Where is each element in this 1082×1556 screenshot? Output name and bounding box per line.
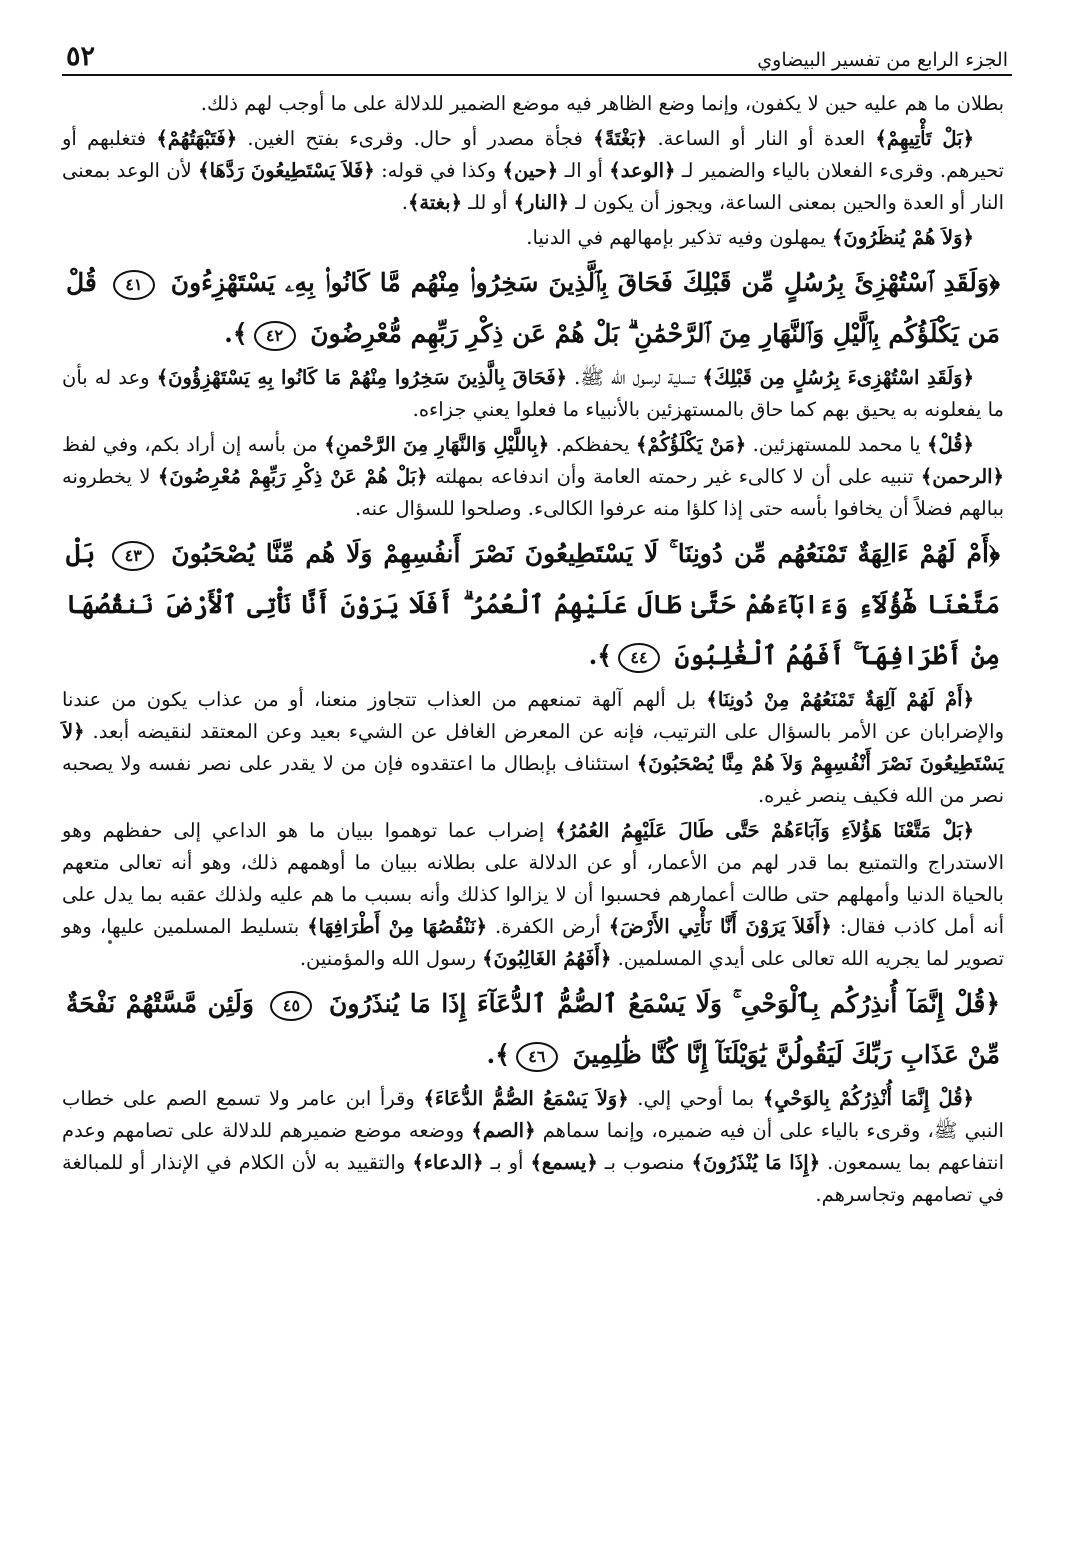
commentary-text: يحفظكم. <box>549 433 636 456</box>
commentary-text: ووضعه موضع ضميرهم للدلالة على تصامهم وعدم انتفاعهم بما يسمعون. <box>62 1119 1004 1174</box>
ayah-number-marker: ٤٢ <box>254 321 296 351</box>
quoted-quran-phrase: ﴿الرحمن﴾ <box>920 465 1004 488</box>
quoted-quran-phrase: ﴿إِذَا مَا يُنْذَرُونَ﴾ <box>691 1151 821 1174</box>
quoted-quran-phrase: ﴿نَنْقُصُهَا مِنْ أَطْرَافِهَا﴾ <box>307 915 487 938</box>
commentary-text: ﴾. <box>588 641 612 670</box>
quoted-quran-phrase: ﴿بَلْ هُمْ عَنْ ذِكْرِ رَبِّهِمْ مُعْرِضُونَ﴾ <box>157 465 428 488</box>
page-header <box>62 30 1012 76</box>
quoted-quran-phrase: ﴿فَلاَ يَسْتَطِيعُونَ رَدَّهَا﴾ <box>198 159 375 182</box>
commentary-text: بَلْ مَتَّعْنَا هَٰٓؤُلَآءِ وَءَابَآءَهُمْ حَتَّىٰ طَالَ عَلَيْهِمُ ٱلْعُمُرُ ۗ أَفَلَا يَرَوْنَ أَنَّا نَأْتِى ٱلْأَرْضَ نَنقُصُهَا مِنْ أَطْرَافِهَآ ۚ أَفَهُمُ ٱلْغَٰلِبُونَ <box>66 539 1000 670</box>
quoted-quran-phrase: ﴿بَلْ تَأْتِيهِمْ﴾ <box>875 127 974 150</box>
quoted-quran-phrase: ﴿فَحَاقَ بِالَّذِينَ سَخِرُوا مِنْهُمْ مَا كَانُوا بِهِ يَسْتَهْزِؤُونَ﴾ <box>156 366 568 389</box>
commentary-text: بل ألهم آلهة تمنعهم من العذاب تتجاوز منعنا، أو من عذاب يكون من عندنا والإضرابان عن الأمر بالسؤال على الترتيب، فإنه عن المعرض الغافل عن الشيء بعيد وعن المعتقد لنقيضه أبعد. <box>62 688 1004 743</box>
quoted-quran-phrase: ﴿أَفَلاَ يَرَوْنَ أَنَّا نَأْتِي الأَرْضَ﴾ <box>608 915 832 938</box>
commentary-text: بما أوحي إلي. <box>628 1087 763 1110</box>
quoted-quran-phrase: ﴿بَلْ مَتَّعْنَا هَؤُلاَءِ وَآبَاءَهُمْ حَتَّى طَالَ عَلَيْهِمُ العُمُرُ﴾ <box>555 819 974 842</box>
commentary-text: أو بـ <box>483 1151 531 1174</box>
commentary-paragraph <box>62 1083 1004 1211</box>
commentary-text: وكذا في قوله: <box>374 159 503 182</box>
commentary-paragraph <box>62 362 1004 426</box>
ink-speck <box>108 940 112 944</box>
quran-verse-block <box>62 978 1004 1080</box>
commentary-text: ﴿أَمْ لَهُمْ ءَالِهَةٌ تَمْنَعُهُم مِّن دُونِنَا ۚ لَا يَسْتَطِيعُونَ نَصْرَ أَنفُسِهِمْ وَلَا هُم مِّنَّا يُصْحَبُونَ <box>160 539 1000 568</box>
quoted-quran-phrase: ﴿وَلَقَدِ اسْتُهْزِىءَ بِرُسُلٍ مِن قَبْلِكَ﴾ <box>702 366 974 389</box>
quoted-quran-phrase: ﴿الوعد﴾ <box>609 159 676 182</box>
quran-verse-block <box>62 528 1004 681</box>
commentary-paragraph <box>62 88 1004 120</box>
commentary-text: لا يخطرونه ببالهم فضلاً أن يخافوا بأسه حتى إذا كلؤا منه عرفوا الكالىء. وصلحوا للسؤال عنه. <box>62 465 1004 520</box>
page-number: ٥٢ <box>66 41 96 72</box>
commentary-text: فتغلبهم أو تحيرهم. وقرىء الفعلان بالياء والضمير لـ <box>62 127 1004 182</box>
commentary-text: لأن الوعد بمعنى النار أو العدة والحين بمعنى الساعة، ويجوز أن يكون لـ <box>62 159 1004 214</box>
commentary-text: وعد له بأن ما يفعلونه به يحيق بهم كما حاق بالمستهزئين بالأنبياء ما فعلوا يعني جزاءه. <box>62 366 1004 421</box>
commentary-text: بطلان ما هم عليه حين لا يكفون، وإنما وضع الظاهر فيه موضع الضمير للدلالة على ما أوجب لهم ذلك. <box>200 92 1004 115</box>
commentary-text: ﴾. <box>486 1040 510 1069</box>
commentary-paragraph <box>62 222 1004 254</box>
commentary-text: ﴿وَلَقَدِ ٱسْتُهْزِئَ بِرُسُلٍ مِّن قَبْلِكَ فَحَاقَ بِٱلَّذِينَ سَخِرُوا۟ مِنْهُم مَّا كَانُوا۟ بِهِۦ يَسْتَهْزِءُونَ <box>160 268 1000 297</box>
page-body <box>62 88 1004 1211</box>
quoted-quran-phrase: ﴿فَتَبْهَتُهُمْ﴾ <box>156 127 238 150</box>
quoted-quran-phrase: ﴿الدعاء﴾ <box>412 1151 484 1174</box>
quoted-quran-phrase: ﴿يسمع﴾ <box>530 1151 598 1174</box>
commentary-text: قُلْ مَن يَكْلَؤُكُم بِٱلَّيْلِ وَٱلنَّهَارِ مِنَ ٱلرَّحْمَٰنِ ۗ بَلْ هُمْ عَن ذِكْرِ رَبِّهِم مُّعْرِضُونَ <box>66 268 1000 348</box>
commentary-text: أرض الكفرة. <box>487 915 609 938</box>
commentary-text: منصوب بـ <box>597 1151 692 1174</box>
quoted-quran-phrase: ﴿الصم﴾ <box>471 1119 536 1142</box>
quoted-quran-phrase: ﴿النار﴾ <box>513 191 570 214</box>
ayah-number-marker: ٤٤ <box>618 643 660 673</box>
commentary-text: استئناف بإبطال ما اعتقدوه فإن من لا يقدر على نصر نفسه ولا يصحبه نصر من الله فكيف ينصر غيره. <box>62 752 1004 807</box>
commentary-text: ﴾. <box>224 319 248 348</box>
commentary-text: أو للـ <box>462 191 514 214</box>
commentary-text: يا محمد للمستهزئين. <box>746 433 928 456</box>
quran-verse-block <box>62 257 1004 359</box>
commentary-paragraph <box>62 684 1004 812</box>
commentary-text: إضراب عما توهموا ببيان ما هو الداعي إلى حفظهم وهو الاستدراج والتمتيع بما قدر لهم من الأعمار، أو عن الدلالة على بطلانه ببيان ما أوهمهم ذلك، وهو أنه تعالى متعهم بالحياة الدنيا وأمهلهم حتى طالت أعمارهم فحسبوا أن لا يزالوا كذلك وأنه بسبب ما هم عليه ولذلك عقبه بما يدل على أنه أمل كاذب فقال: <box>62 819 1005 938</box>
commentary-text: . <box>401 191 408 214</box>
quoted-quran-phrase: ﴿حين﴾ <box>502 159 559 182</box>
quoted-quran-phrase: ﴿أَمْ لَهُمْ آلِهَةٌ تَمْنَعُهُمْ مِنْ دُونِنَا﴾ <box>706 688 974 711</box>
ayah-number-marker: ٤٥ <box>270 991 312 1021</box>
ayah-number-marker: ٤١ <box>113 270 155 300</box>
quoted-quran-phrase: ﴿لاَ يَسْتَطِيعُونَ نَصْرَ أَنْفُسِهِمْ وَلاَ هُمْ مِنَّا يُصْحَبُونَ﴾ <box>62 720 1004 775</box>
commentary-text: من بأسه إن أراد بكم، وفي لفظ <box>62 433 325 456</box>
commentary-text: والتقييد به لأن الكلام في الإنذار أو للمبالغة في تصامهم وتجاسرهم. <box>62 1151 1004 1206</box>
commentary-text: تنبيه على أن لا كالىء غير رحمته العامة وأن اندفاعه بمهلته <box>427 465 921 488</box>
ayah-number-marker: ٤٦ <box>516 1042 558 1072</box>
commentary-paragraph <box>62 815 1004 975</box>
quoted-quran-phrase: ﴿وَلاَ يَسْمَعُ الصُّمُّ الدُّعَاءَ﴾ <box>423 1087 629 1110</box>
quoted-quran-phrase: ﴿بِاللَّيْلِ وَالنَّهَارِ مِنَ الرَّحْمنِ﴾ <box>324 433 550 456</box>
commentary-text: أو الـ <box>558 159 610 182</box>
commentary-text: تسلية لرسول الله ﷺ. <box>567 366 703 389</box>
commentary-text: ﴿قُلْ إِنَّمَآ أُنذِرُكُم بِٱلْوَحْىِ ۚ وَلَا يَسْمَعُ ٱلصُّمُّ ٱلدُّعَآءَ إِذَا مَا يُنذَرُونَ <box>318 989 1000 1018</box>
commentary-text: وقرأ ابن عامر ولا تسمع الصم على خطاب النبي ﷺ، وقرىء بالياء على أن فيه ضميره، وإنما سماهم <box>62 1087 1004 1142</box>
commentary-text: العدة أو النار أو الساعة. <box>647 127 876 150</box>
ayah-number-marker: ٤٣ <box>112 541 154 571</box>
commentary-text: بتسليط المسلمين عليها، وهو تصوير لما يجريه الله تعالى على أيدي المسلمين. <box>62 915 1004 970</box>
commentary-text: وَلَئِن مَّسَّتْهُمْ نَفْحَةٌ مِّنْ عَذَابِ رَبِّكَ لَيَقُولُنَّ يَٰوَيْلَنَآ إِنَّا كُنَّا ظَٰلِمِينَ <box>66 989 1000 1069</box>
quoted-quran-phrase: ﴿بغتة﴾ <box>408 191 463 214</box>
quoted-quran-phrase: ﴿أَفَهُمُ الغَالِبُونَ﴾ <box>482 947 612 970</box>
quoted-quran-phrase: ﴿بَغْتَةً﴾ <box>593 127 648 150</box>
quoted-quran-phrase: ﴿قُلْ﴾ <box>927 433 974 456</box>
book-title: الجزء الرابع من تفسير البيضاوي <box>757 49 1008 71</box>
quoted-quran-phrase: ﴿وَلاَ هُمْ يُنظَرُونَ﴾ <box>831 226 974 249</box>
commentary-text: رسول الله والمؤمنين. <box>299 947 483 970</box>
quoted-quran-phrase: ﴿قُلْ إِنَّمَا أُنْذِرُكُمْ بِالوَحْيِ﴾ <box>762 1087 974 1110</box>
commentary-text: يمهلون وفيه تذكير بإمهالهم في الدنيا. <box>526 226 832 249</box>
commentary-text: فجأة مصدر أو حال. وقرىء بفتح الغين. <box>237 127 594 150</box>
quoted-quran-phrase: ﴿مَنْ يَكْلَؤُكُمْ﴾ <box>636 433 747 456</box>
commentary-paragraph <box>62 123 1004 219</box>
commentary-paragraph <box>62 429 1004 525</box>
